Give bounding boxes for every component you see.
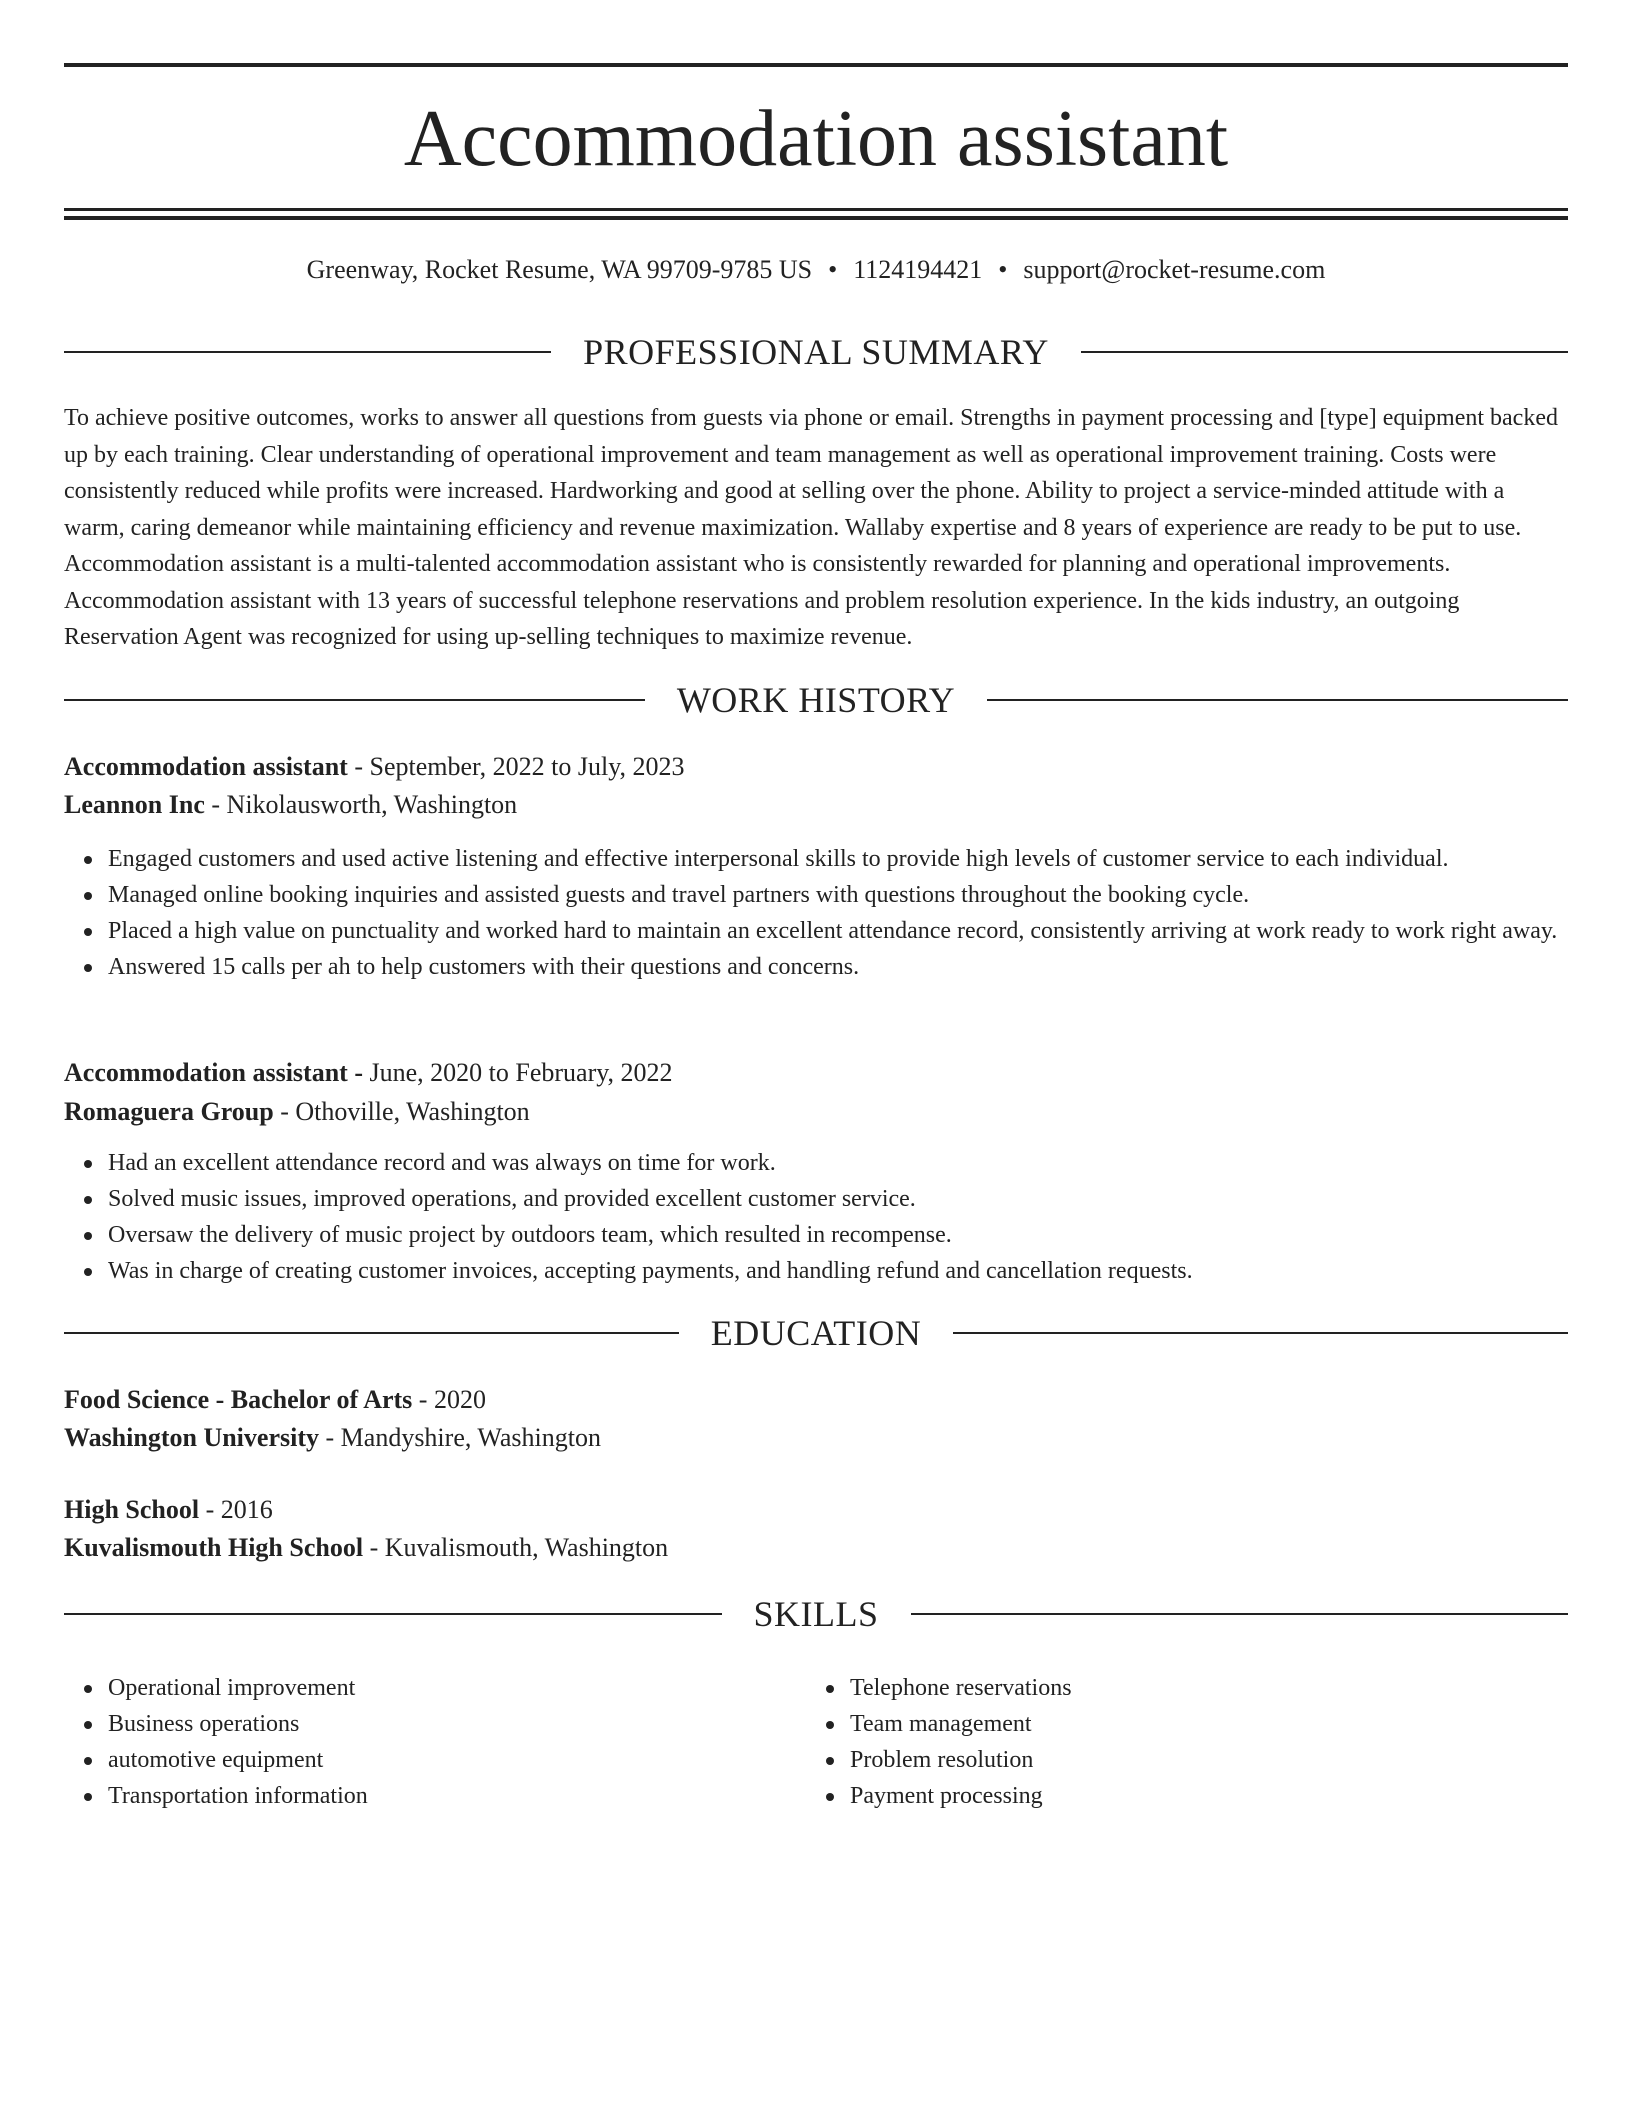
skill-item: Payment processing bbox=[850, 1778, 1550, 1814]
list-item: Solved music issues, improved operations, and provided excellent customer service. bbox=[108, 1181, 1612, 1217]
school-location: - Mandyshire, Washington bbox=[319, 1423, 601, 1452]
divider bbox=[64, 1332, 679, 1334]
skills-list-right bbox=[806, 1670, 1550, 1814]
section-title: EDUCATION bbox=[710, 1313, 922, 1353]
job-company-line bbox=[64, 787, 1568, 823]
skill-item: Transportation information bbox=[108, 1778, 808, 1814]
divider bbox=[64, 1613, 722, 1615]
skill-item: Problem resolution bbox=[850, 1742, 1550, 1778]
school-line bbox=[64, 1530, 1568, 1566]
job-title: Accommodation assistant - bbox=[64, 1058, 363, 1087]
job-company-line bbox=[64, 1094, 1568, 1130]
divider bbox=[953, 1332, 1568, 1334]
separator-dot: • bbox=[998, 255, 1008, 284]
degree-line bbox=[64, 1382, 1568, 1418]
top-rule bbox=[64, 63, 1568, 67]
list-item: Was in charge of creating customer invoices, accepting payments, and handling refund and cancellation requests. bbox=[108, 1253, 1612, 1289]
skill-item: Telephone reservations bbox=[850, 1670, 1550, 1706]
section-title: SKILLS bbox=[753, 1594, 879, 1634]
section-title: WORK HISTORY bbox=[676, 680, 956, 720]
section-heading-education bbox=[64, 1313, 1568, 1353]
header-rule bbox=[64, 216, 1568, 220]
degree-name: High School bbox=[64, 1495, 200, 1524]
list-item: Managed online booking inquiries and assisted guests and travel partners with questions throughout the booking cycle. bbox=[108, 877, 1612, 913]
company-name: Romaguera Group bbox=[64, 1097, 274, 1126]
degree-year: - 2020 bbox=[412, 1385, 486, 1414]
job-title-line bbox=[64, 1055, 1568, 1091]
section-title: PROFESSIONAL SUMMARY bbox=[583, 332, 1049, 372]
school-line bbox=[64, 1420, 1568, 1456]
divider bbox=[64, 351, 551, 353]
section-heading-work bbox=[64, 680, 1568, 720]
list-item: Oversaw the delivery of music project by outdoors team, which resulted in recompense. bbox=[108, 1217, 1612, 1253]
job-title: Accommodation assistant bbox=[64, 752, 348, 781]
divider bbox=[911, 1613, 1569, 1615]
list-item: Answered 15 calls per ah to help customers with their questions and concerns. bbox=[108, 949, 1612, 985]
contact-email: support@rocket-resume.com bbox=[1023, 255, 1326, 284]
skills-list-left bbox=[64, 1670, 808, 1814]
school-name: Washington University bbox=[64, 1423, 319, 1452]
company-location: - Nikolausworth, Washington bbox=[204, 790, 518, 819]
job-duties-list bbox=[64, 1145, 1612, 1289]
list-item: Placed a high value on punctuality and worked hard to maintain an excellent attendance record, consistently arriving at work ready to work right away. bbox=[108, 913, 1612, 949]
company-name: Leannon Inc bbox=[64, 790, 205, 819]
header-rule bbox=[64, 208, 1568, 211]
candidate-name: Accommodation assistant bbox=[403, 95, 1229, 183]
summary-text: To achieve positive outcomes, works to answer all questions from guests via phone or email. Strengths in payment processing and [type] equipment backed up by each training. Clear understanding of operational improvement and team management as well as operational improvement training. Costs were consistently reduced while profits were increased. Hardworking and good at selling over the phone. Ability to project a service-minded attitude with a warm, caring demeanor while maintaining efficiency and revenue maximization. Wallaby expertise and 8 years of experience are ready to be put to use. Accommodation assistant is a multi-talented accommodation assistant who is consistently rewarded for planning and operational improvements. Accommodation assistant with 13 years of successful telephone reservations and problem resolution experience. In the kids industry, an outgoing Reservation Agent was recognized for using up-selling techniques to maximize revenue. bbox=[64, 405, 1558, 650]
skill-item: automotive equipment bbox=[108, 1742, 808, 1778]
contact-phone: 1124194421 bbox=[853, 255, 983, 284]
degree-year: - 2016 bbox=[199, 1495, 273, 1524]
degree-name: Food Science - Bachelor of Arts bbox=[64, 1385, 413, 1414]
section-heading-summary bbox=[64, 332, 1568, 372]
skill-item: Team management bbox=[850, 1706, 1550, 1742]
list-item: Had an excellent attendance record and was always on time for work. bbox=[108, 1145, 1612, 1181]
skill-item: Operational improvement bbox=[108, 1670, 808, 1706]
job-duties-list bbox=[64, 841, 1612, 985]
section-heading-skills bbox=[64, 1594, 1568, 1634]
company-location: - Othoville, Washington bbox=[273, 1097, 530, 1126]
job-dates: June, 2020 to February, 2022 bbox=[363, 1058, 673, 1087]
job-title-line bbox=[64, 749, 1568, 785]
divider bbox=[1081, 351, 1568, 353]
degree-line bbox=[64, 1492, 1568, 1528]
separator-dot: • bbox=[828, 255, 838, 284]
skill-item: Business operations bbox=[108, 1706, 808, 1742]
school-location: - Kuvalismouth, Washington bbox=[363, 1533, 669, 1562]
contact-line bbox=[64, 252, 1568, 288]
list-item: Engaged customers and used active listening and effective interpersonal skills to provide high levels of customer service to each individual. bbox=[108, 841, 1612, 877]
divider bbox=[987, 699, 1568, 701]
job-dates: - September, 2022 to July, 2023 bbox=[347, 752, 685, 781]
contact-address: Greenway, Rocket Resume, WA 99709-9785 US bbox=[306, 255, 813, 284]
divider bbox=[64, 699, 645, 701]
school-name: Kuvalismouth High School bbox=[64, 1533, 364, 1562]
